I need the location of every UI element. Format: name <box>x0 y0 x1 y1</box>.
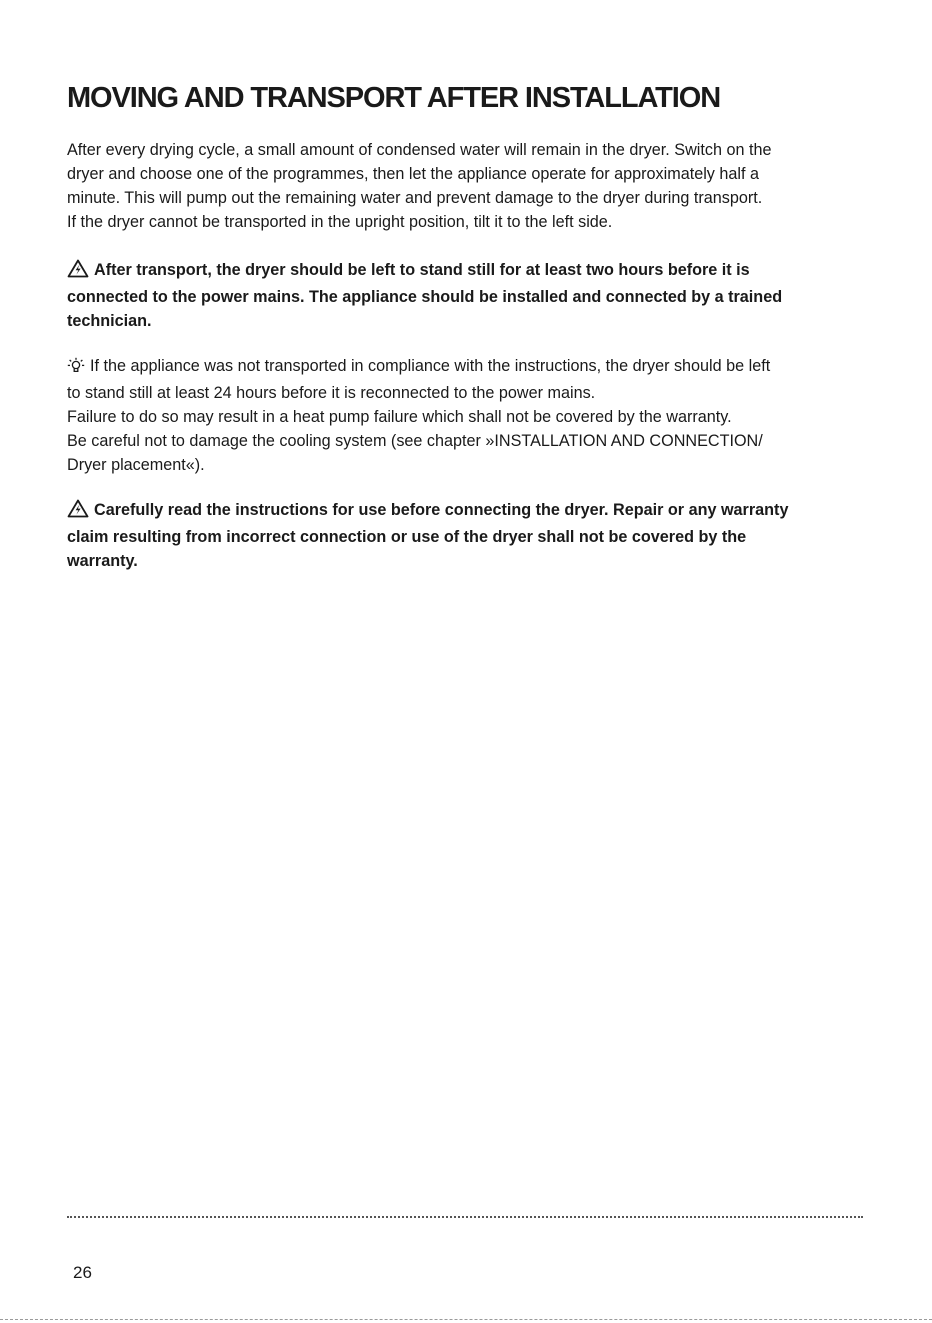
paragraph-line: warranty. <box>67 552 138 570</box>
transport-warning-paragraph <box>67 258 867 333</box>
paragraph-line: After every drying cycle, a small amount of condensed water will remain in the dryer. Switch on the <box>67 141 772 159</box>
paragraph-line: connected to the power mains. The appliance should be installed and connected by a trained <box>67 288 783 306</box>
paragraph-line: If the dryer cannot be transported in the upright position, tilt it to the left side. <box>67 213 613 231</box>
paragraph-line: Carefully read the instructions for use before connecting the dryer. Repair or any warranty <box>94 501 789 519</box>
paragraph-line: Dryer placement«). <box>67 456 205 474</box>
page-bottom-edge <box>0 1319 932 1320</box>
paragraph-line: Be careful not to damage the cooling system (see chapter »INSTALLATION AND CONNECTION/ <box>67 432 763 450</box>
paragraph-line: to stand still at least 24 hours before it is reconnected to the power mains. <box>67 384 596 402</box>
lightbulb-icon <box>67 357 85 381</box>
paragraph-line: Failure to do so may result in a heat pump failure which shall not be covered by the warranty. <box>67 408 732 426</box>
paragraph-line: minute. This will pump out the remaining water and prevent damage to the dryer during transport. <box>67 189 763 207</box>
footer-dotted-divider <box>67 1216 863 1218</box>
transport-intro-paragraph <box>67 138 867 234</box>
paragraph-line: After transport, the dryer should be left to stand still for at least two hours before it is <box>94 261 750 279</box>
paragraph-line: technician. <box>67 312 152 330</box>
page-number: 26 <box>73 1263 92 1282</box>
paragraph-line: dryer and choose one of the programmes, then let the appliance operate for approximately half a <box>67 165 759 183</box>
warning-triangle-icon <box>67 499 89 525</box>
page-title: MOVING AND TRANSPORT AFTER INSTALLATION <box>67 82 721 114</box>
paragraph-line: If the appliance was not transported in compliance with the instructions, the dryer should be left <box>90 357 771 375</box>
warning-triangle-icon <box>67 259 89 285</box>
reconnect-tip-paragraph <box>67 354 867 477</box>
paragraph-line: claim resulting from incorrect connection or use of the dryer shall not be covered by the <box>67 528 747 546</box>
instructions-warning-paragraph <box>67 498 867 573</box>
